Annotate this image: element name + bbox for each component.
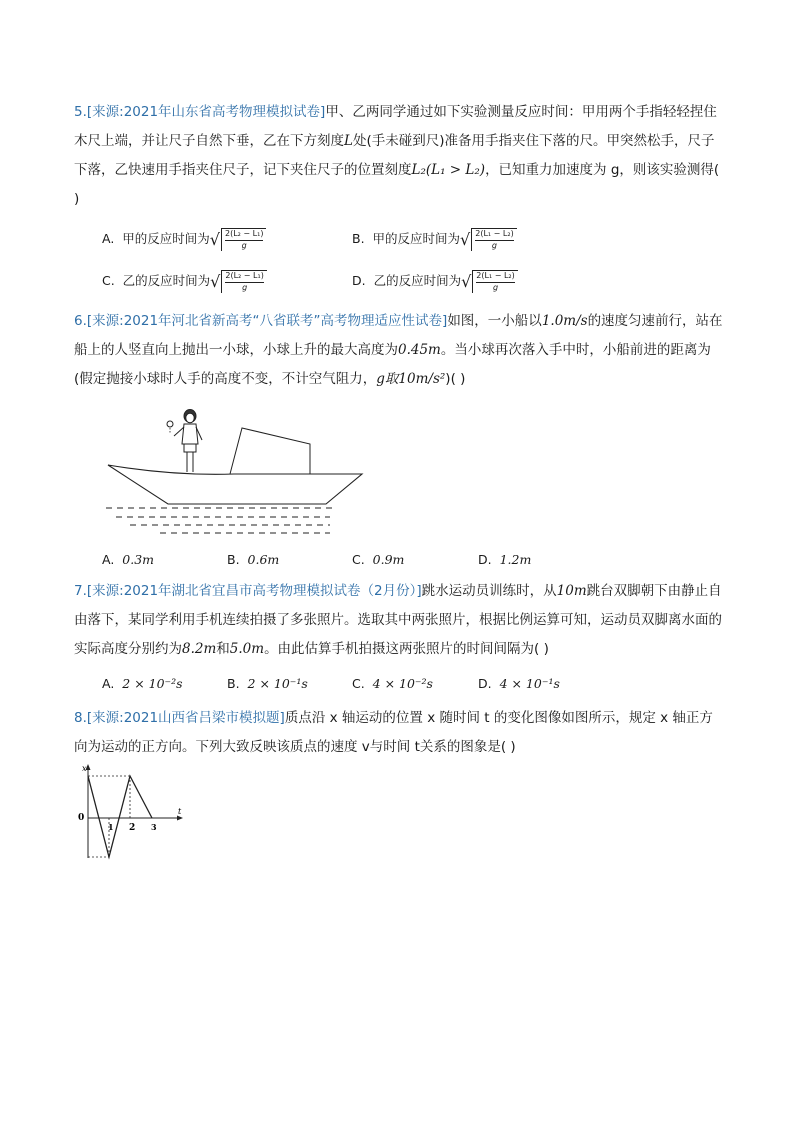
origin-label: 0 [78, 813, 85, 823]
xt-curve [88, 776, 152, 857]
q6-option-b[interactable]: B. 0.6m [227, 552, 280, 567]
q5-d-fraction: $\frac{\text{2(L₁ − L₂)}}{g}$ [472, 270, 517, 293]
q5-L: L [344, 133, 353, 149]
q5-option-c[interactable]: C. 乙的反应时间为√ $\frac{\text{2(L₂ − L₁)}}{g}$ [102, 270, 267, 293]
question-7: 7.[来源:2021年湖北省宜昌市高考物理模拟试卷（2月份）]跳水运动员训练时，从10m跳台双脚朝下由静止自由落下，某同学利用手机连续拍摄了多张照片。选取其中两张照片，根据比例运算可知，运动员双脚离水面的实际高度分别约为8.2m和5.0m。由此估算手机拍摄这两张照片的时间间隔为( ) [74, 583, 722, 657]
boat-cabin [230, 428, 310, 474]
q7-option-b[interactable]: B. 2 × 10⁻¹s [227, 676, 308, 691]
q5-text1: 甲、乙两同学通过如下实验测量反应时间：甲用两个手指轻轻捏住木尺上端，并让尺子自然下垂，乙在下方刻度 [74, 104, 717, 149]
q5-option-a[interactable]: A. 甲的反应时间为√ $\frac{\text{2(L₂ − L₁)}}{g}$ [102, 228, 266, 251]
q5-a-fraction: $\frac{\text{2(L₂ − L₁)}}{g}$ [221, 228, 266, 251]
q5-option-b[interactable]: B. 甲的反应时间为√ $\frac{\text{2(L₁ − L₂)}}{g}$ [352, 228, 517, 251]
q6-option-c[interactable]: C. 0.9m [352, 552, 405, 567]
tick-3: 3 [151, 822, 157, 832]
tick-2: 2 [129, 823, 136, 833]
q6-option-d[interactable]: D. 1.2m [478, 552, 532, 567]
boat-hull-icon [108, 465, 362, 504]
q5-b-fraction: $\frac{\text{2(L₁ − L₂)}}{g}$ [471, 228, 516, 251]
boat-figure [104, 408, 364, 538]
q7-option-a[interactable]: A. 2 × 10⁻²s [102, 676, 183, 691]
y-axis-label: x [82, 764, 87, 773]
q5-text2: 处(手未碰到尺)准备用手指夹住下落的尺。甲突然松手，尺子下落，乙快速用手指夹住尺子，记下夹住尺子的位置刻度 [74, 133, 715, 178]
q8-source: 8.[来源:2021山西省吕梁市模拟题] [74, 710, 285, 726]
q6-option-a[interactable]: A. 0.3m [102, 552, 154, 567]
xt-graph [72, 762, 187, 862]
question-6: 6.[来源:2021年河北省新高考“八省联考”高考物理适应性试卷]如图，一小船以1.0m/s的速度匀速前行，站在船上的人竖直向上抛出一小球，小球上升的最大高度为0.45m。当小球再次落入手中时，小船前进的距离为(假定抛接小球时人手的高度不变，不计空气阻力，g取10m/s²)( ) [74, 313, 723, 387]
tick-1: 1 [108, 822, 114, 832]
water-lines [106, 508, 334, 533]
q5-source: 5.[来源:2021年山东省高考物理模拟试卷] [74, 104, 326, 120]
q5-c-fraction: $\frac{\text{2(L₂ − L₁)}}{g}$ [221, 270, 266, 293]
question-5 [74, 98, 724, 214]
q7-source: 7.[来源:2021年湖北省宜昌市高考物理模拟试卷（2月份）] [74, 583, 422, 599]
q5-option-d[interactable]: D. 乙的反应时间为√ $\frac{\text{2(L₁ − L₂)}}{g}$ [352, 270, 518, 293]
q5-L2: L₂(L₁ > L₂) [411, 162, 486, 178]
question-8: 8.[来源:2021山西省吕梁市模拟题]质点沿 x 轴运动的位置 x 随时间 t 的变化图像如图所示，规定 x 轴正方向为运动的正方向。下列大致反映该质点的速度 v与时间 t关系的图象是( ) [74, 710, 713, 755]
q6-source: 6.[来源:2021年河北省新高考“八省联考”高考物理适应性试卷] [74, 313, 448, 329]
ball-icon [167, 421, 173, 427]
q5-text3: ，已知重力加速度为 g，则该实验测得( ) [74, 162, 720, 207]
q7-option-c[interactable]: C. 4 × 10⁻²s [352, 676, 433, 691]
person-icon [174, 410, 202, 473]
q7-option-d[interactable]: D. 4 × 10⁻¹s [478, 676, 560, 691]
x-axis-label: t [178, 807, 182, 816]
